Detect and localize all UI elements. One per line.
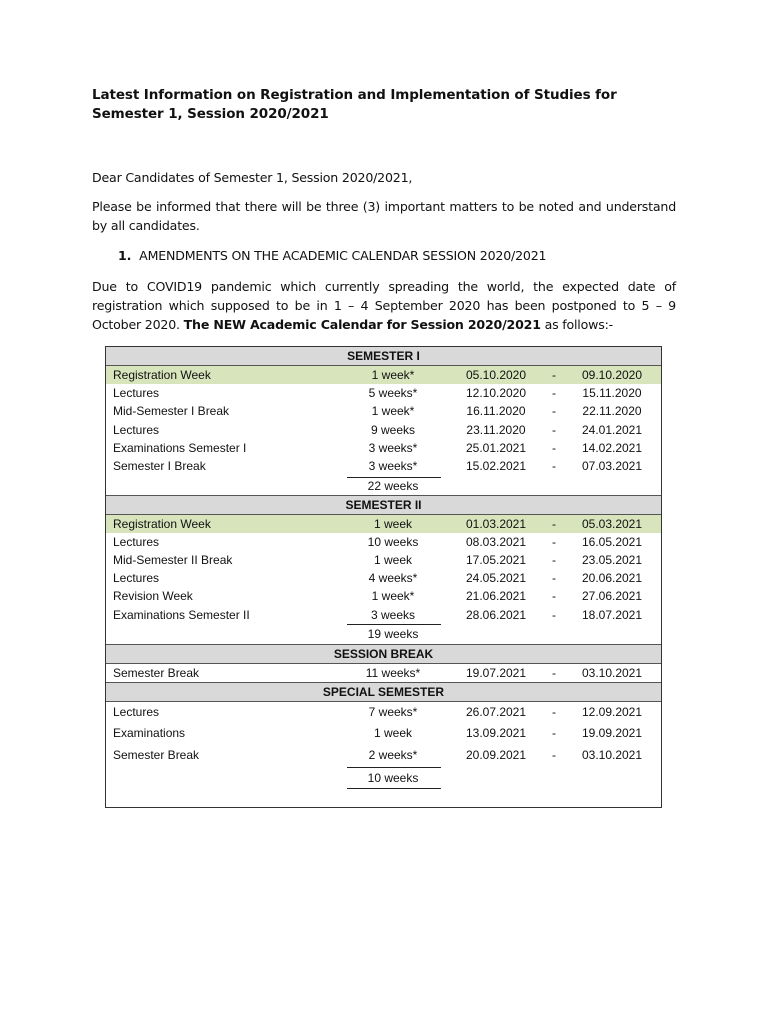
activity-cell: Examinations	[113, 726, 186, 740]
date-separator: -	[552, 705, 556, 719]
duration-cell: 7 weeks*	[368, 705, 418, 719]
start-date-cell: 15.02.2021	[465, 459, 527, 473]
start-date-cell: 19.07.2021	[465, 666, 527, 680]
calendar-row	[106, 421, 661, 439]
end-date-cell: 22.11.2020	[582, 404, 642, 418]
activity-cell: Semester Break	[113, 666, 200, 680]
calendar-row	[106, 606, 661, 624]
end-date-cell: 24.01.2021	[581, 423, 643, 437]
duration-cell: 10 weeks	[367, 535, 419, 549]
special-semester-total: 10 weeks	[367, 771, 419, 785]
end-date-cell: 14.02.2021	[581, 441, 643, 455]
semester-1-header	[106, 347, 661, 366]
academic-calendar-table	[105, 346, 662, 808]
end-date-cell: 15.11.2020	[582, 386, 642, 400]
end-date-cell: 12.09.2021	[581, 705, 643, 719]
start-date-cell: 20.09.2021	[465, 748, 527, 762]
end-date-cell: 03.10.2021	[581, 748, 643, 762]
section-title: AMENDMENTS ON THE ACADEMIC CALENDAR SESSION 2020/2021	[139, 248, 547, 263]
activity-cell: Registration Week	[113, 368, 211, 382]
activity-cell: Examinations Semester I	[113, 441, 247, 455]
end-date-cell: 03.10.2021	[581, 666, 643, 680]
semester-2-header	[106, 495, 661, 515]
duration-cell: 3 weeks	[370, 608, 416, 622]
date-separator: -	[552, 571, 556, 585]
activity-cell: Registration Week	[113, 517, 211, 531]
start-date-cell: 08.03.2021	[465, 535, 527, 549]
duration-cell: 1 week*	[371, 404, 415, 418]
start-date-cell: 24.05.2021	[465, 571, 527, 585]
activity-cell: Lectures	[113, 705, 160, 719]
date-separator: -	[552, 368, 556, 382]
calendar-row	[106, 569, 661, 587]
duration-cell: 4 weeks*	[368, 571, 418, 585]
date-separator: -	[552, 459, 556, 473]
start-date-cell: 05.10.2020	[465, 368, 527, 382]
start-date-cell: 13.09.2021	[465, 726, 527, 740]
calendar-row	[106, 724, 661, 742]
intro-paragraph: Please be informed that there will be three (3) important matters to be noted and understand by all candidates.	[92, 199, 676, 233]
start-date-cell: 16.11.2020	[466, 404, 526, 418]
calendar-row	[106, 587, 661, 605]
end-date-cell: 23.05.2021	[581, 553, 643, 567]
end-date-cell: 07.03.2021	[581, 459, 643, 473]
calendar-row	[106, 703, 661, 721]
duration-cell: 5 weeks*	[368, 386, 418, 400]
duration-cell: 11 weeks*	[365, 666, 421, 680]
start-date-cell: 23.11.2020	[466, 423, 526, 437]
calendar-row	[106, 551, 661, 569]
date-separator: -	[552, 666, 556, 680]
duration-cell: 1 week*	[371, 589, 415, 603]
activity-cell: Semester I Break	[113, 459, 206, 473]
activity-cell: Semester Break	[113, 748, 200, 762]
semester-2-header-label: SEMESTER II	[345, 498, 422, 512]
document-title: Latest Information on Registration and Implementation of Studies for Semester 1, Session 2020/2021	[92, 87, 617, 122]
covid-paragraph	[92, 277, 676, 334]
calendar-row	[106, 439, 661, 457]
start-date-cell: 26.07.2021	[465, 705, 527, 719]
special-total-rule-bottom	[347, 788, 441, 789]
duration-cell: 1 week*	[371, 368, 415, 382]
covid-paragraph-text: Due to COVID19 pandemic which currently spreading the world, the expected date of registration which supposed to be in 1 – 4 September 2020 has been postponed to 5 – 9 October 2020.	[92, 279, 676, 332]
start-date-cell: 12.10.2020	[465, 386, 527, 400]
calendar-row	[106, 515, 661, 533]
end-date-cell: 27.06.2021	[581, 589, 643, 603]
end-date-cell: 09.10.2020	[581, 368, 643, 382]
date-separator: -	[552, 386, 556, 400]
activity-cell: Mid-Semester II Break	[113, 553, 233, 567]
section-number: 1.	[118, 248, 132, 263]
date-separator: -	[552, 404, 556, 418]
duration-cell: 2 weeks*	[368, 748, 418, 762]
start-date-cell: 17.05.2021	[465, 553, 527, 567]
greeting: Dear Candidates of Semester 1, Session 2020/2021,	[92, 170, 413, 185]
end-date-cell: 05.03.2021	[581, 517, 643, 531]
calendar-row	[106, 366, 661, 384]
section-1-heading	[118, 246, 678, 265]
activity-cell: Examinations Semester II	[113, 608, 250, 622]
semester-1-header-label: SEMESTER I	[347, 349, 420, 363]
semester-1-total: 22 weeks	[367, 479, 419, 493]
duration-cell: 3 weeks*	[368, 441, 418, 455]
duration-cell: 1 week	[373, 553, 413, 567]
calendar-row	[106, 533, 661, 551]
start-date-cell: 01.03.2021	[465, 517, 527, 531]
end-date-cell: 18.07.2021	[581, 608, 643, 622]
duration-cell: 1 week	[373, 726, 413, 740]
activity-cell: Lectures	[113, 386, 160, 400]
date-separator: -	[552, 423, 556, 437]
activity-cell: Lectures	[113, 423, 160, 437]
special-semester-header-label: SPECIAL SEMESTER	[322, 685, 445, 699]
calendar-row	[106, 402, 661, 420]
activity-cell: Revision Week	[113, 589, 193, 603]
covid-paragraph-end: as follows:-	[544, 317, 613, 332]
date-separator: -	[552, 589, 556, 603]
date-separator: -	[552, 441, 556, 455]
activity-cell: Mid-Semester I Break	[113, 404, 230, 418]
end-date-cell: 16.05.2021	[581, 535, 643, 549]
calendar-row	[106, 664, 661, 682]
start-date-cell: 25.01.2021	[465, 441, 527, 455]
date-separator: -	[552, 748, 556, 762]
duration-cell: 3 weeks*	[368, 459, 418, 473]
session-break-header-label: SESSION BREAK	[333, 647, 434, 661]
date-separator: -	[552, 608, 556, 622]
session-break-header	[106, 644, 661, 664]
new-calendar-bold-text: The NEW Academic Calendar for Session 2020/2021	[183, 317, 541, 332]
date-separator: -	[552, 726, 556, 740]
start-date-cell: 21.06.2021	[465, 589, 527, 603]
activity-cell: Lectures	[113, 571, 160, 585]
calendar-row	[106, 746, 661, 764]
activity-cell: Lectures	[113, 535, 160, 549]
special-semester-header	[106, 682, 661, 702]
end-date-cell: 20.06.2021	[581, 571, 643, 585]
end-date-cell: 19.09.2021	[581, 726, 643, 740]
calendar-row	[106, 457, 661, 475]
duration-cell: 9 weeks	[370, 423, 416, 437]
semester-2-total: 19 weeks	[367, 627, 419, 641]
date-separator: -	[552, 553, 556, 567]
duration-cell: 1 week	[373, 517, 413, 531]
date-separator: -	[552, 517, 556, 531]
calendar-row	[106, 384, 661, 402]
date-separator: -	[552, 535, 556, 549]
start-date-cell: 28.06.2021	[465, 608, 527, 622]
special-total-rule-top	[347, 767, 441, 768]
